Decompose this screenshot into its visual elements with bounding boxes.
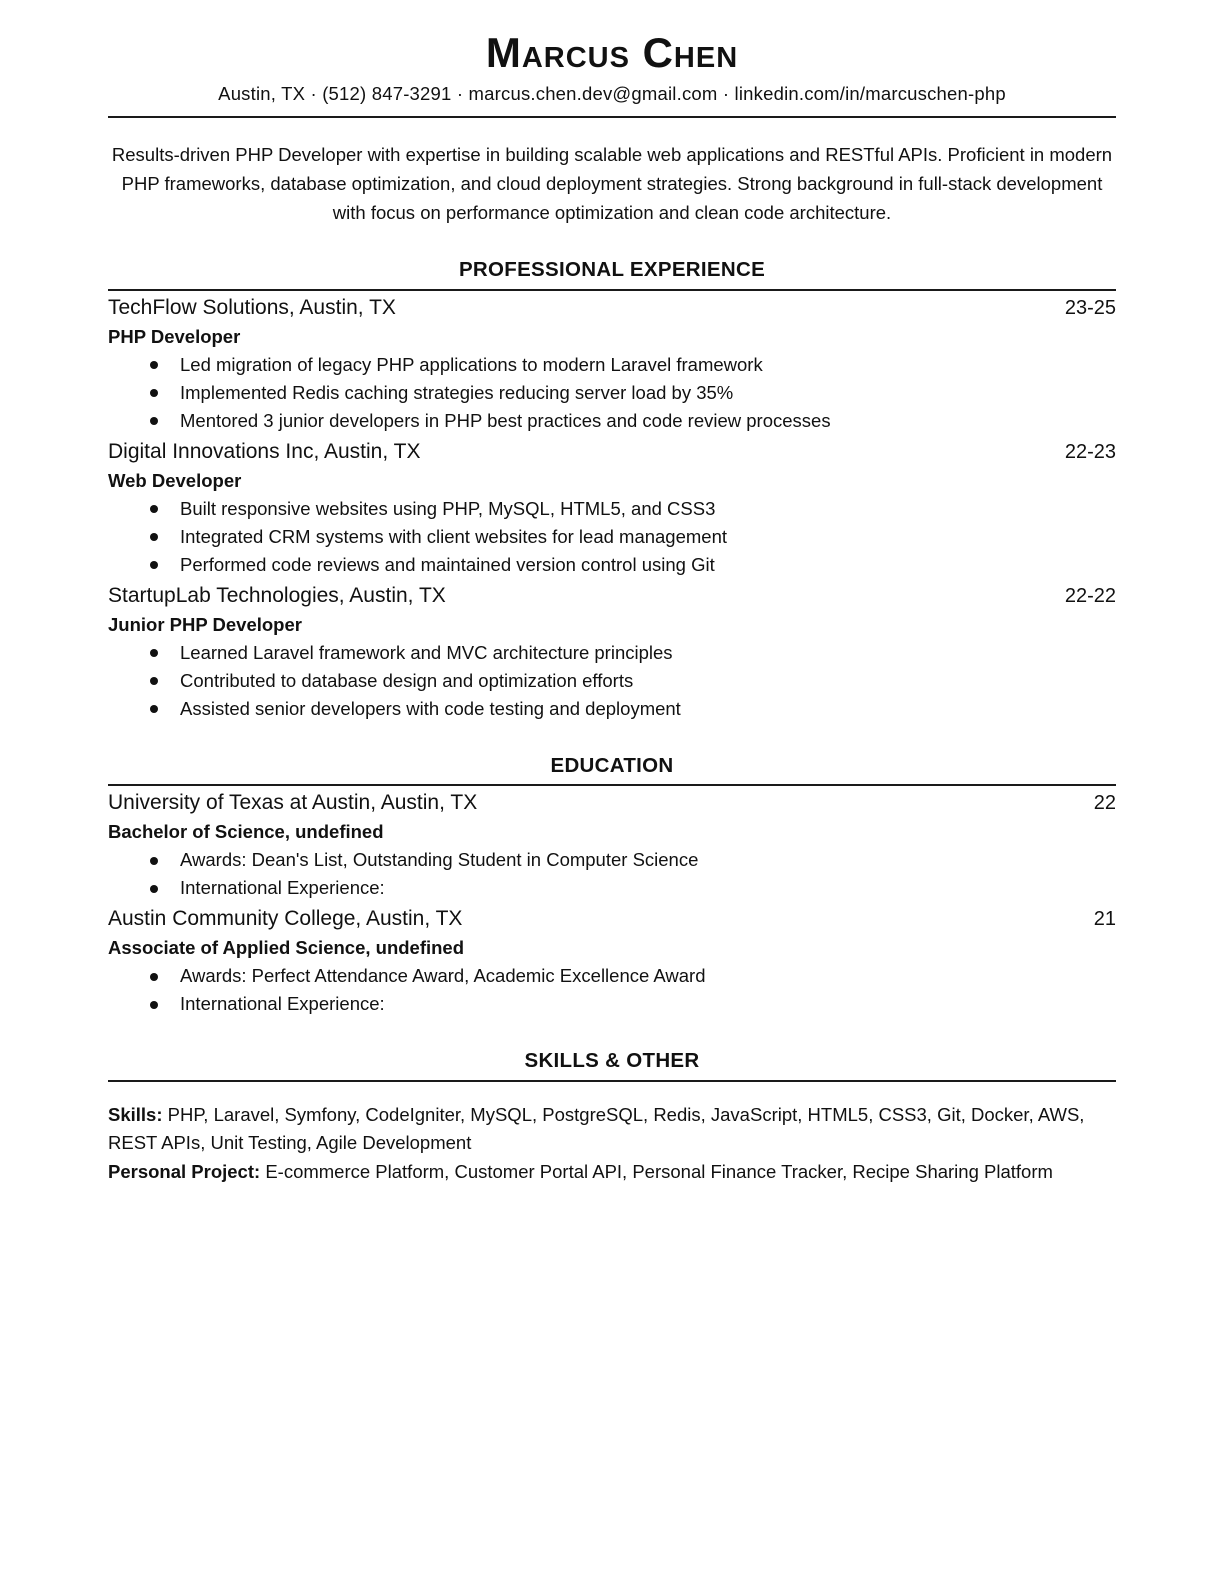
job-company: Digital Innovations Inc, Austin, TX [108, 439, 421, 463]
school-entry [108, 904, 1116, 1018]
skills-body [108, 1101, 1116, 1187]
job-company: StartupLab Technologies, Austin, TX [108, 583, 446, 607]
skills-heading: SKILLS & OTHER [524, 1049, 700, 1073]
school-bullet: Awards: Dean's List, Outstanding Student in Computer Science [108, 846, 1116, 874]
section-experience [108, 258, 1116, 723]
candidate-name: Marcus Chen [485, 29, 739, 76]
school-name: Austin Community College, Austin, TX [108, 907, 463, 931]
project-line [108, 1158, 1116, 1187]
job-role: Web Developer [108, 469, 242, 491]
header-divider [108, 116, 1116, 118]
school-header [108, 788, 1116, 818]
job-bullet-list [108, 495, 1116, 579]
school-name: University of Texas at Austin, Austin, TX [108, 791, 478, 815]
school-bullet: International Experience: [108, 874, 1116, 902]
project-label: Personal Project: [108, 1160, 261, 1182]
summary-paragraph: Results-driven PHP Developer with expertise in building scalable web applications and RESTful APIs. Proficient in modern PHP frameworks, database optimization, and cloud deployment strategies. Strong background in full-stack development with focus on performance optimization and clean code architecture. [111, 144, 1113, 224]
section-education [108, 754, 1116, 1019]
skills-label: Skills: [108, 1103, 163, 1125]
job-bullet: Led migration of legacy PHP applications to modern Laravel framework [108, 351, 1116, 379]
job-dates: 22-22 [1064, 584, 1116, 607]
job-entry [108, 437, 1116, 579]
job-header [108, 581, 1116, 611]
job-bullet: Built responsive websites using PHP, MySQL, HTML5, and CSS3 [108, 495, 1116, 523]
job-bullet: Contributed to database design and optimization efforts [108, 667, 1116, 695]
job-role: Junior PHP Developer [108, 613, 302, 635]
education-divider [108, 784, 1116, 786]
job-bullet: Assisted senior developers with code testing and deployment [108, 695, 1116, 723]
school-degree: Bachelor of Science, undefined [108, 821, 384, 843]
school-dates: 22 [1093, 792, 1116, 815]
skills-divider [108, 1080, 1116, 1082]
job-bullet: Integrated CRM systems with client websites for lead management [108, 523, 1116, 551]
school-header [108, 904, 1116, 934]
job-dates: 23-25 [1064, 296, 1116, 319]
section-skills [108, 1049, 1116, 1186]
job-bullet: Performed code reviews and maintained version control using Git [108, 551, 1116, 579]
education-heading: EDUCATION [550, 753, 674, 777]
resume-header [108, 30, 1116, 118]
job-entry [108, 581, 1116, 723]
school-bullet-list [108, 846, 1116, 902]
skills-text: PHP, Laravel, Symfony, CodeIgniter, MySQL, PostgreSQL, Redis, JavaScript, HTML5, CSS3, Git, Docker, AWS, REST APIs, Unit Testing, Agile Development [108, 1103, 1085, 1154]
project-text: E-commerce Platform, Customer Portal API, Personal Finance Tracker, Recipe Sharing Platform [265, 1160, 1053, 1182]
school-bullet: Awards: Perfect Attendance Award, Academic Excellence Award [108, 962, 1116, 990]
job-entry [108, 293, 1116, 435]
contact-line: Austin, TX · (512) 847-3291 · marcus.chen.dev@gmail.com · linkedin.com/in/marcuschen-php [218, 83, 1006, 105]
job-role: PHP Developer [108, 325, 241, 347]
job-bullet: Mentored 3 junior developers in PHP best practices and code review processes [108, 407, 1116, 435]
experience-divider [108, 289, 1116, 291]
school-entry [108, 788, 1116, 902]
school-degree: Associate of Applied Science, undefined [108, 937, 465, 959]
job-bullet: Learned Laravel framework and MVC architecture principles [108, 639, 1116, 667]
experience-heading: PROFESSIONAL EXPERIENCE [458, 258, 766, 282]
job-bullet-list [108, 351, 1116, 435]
job-header [108, 437, 1116, 467]
skills-line [108, 1101, 1116, 1158]
job-company: TechFlow Solutions, Austin, TX [108, 295, 396, 319]
school-bullet: International Experience: [108, 990, 1116, 1018]
school-bullet-list [108, 962, 1116, 1018]
job-header [108, 293, 1116, 323]
job-bullet-list [108, 639, 1116, 723]
job-dates: 22-23 [1064, 440, 1116, 463]
school-dates: 21 [1093, 908, 1116, 931]
job-bullet: Implemented Redis caching strategies reducing server load by 35% [108, 379, 1116, 407]
